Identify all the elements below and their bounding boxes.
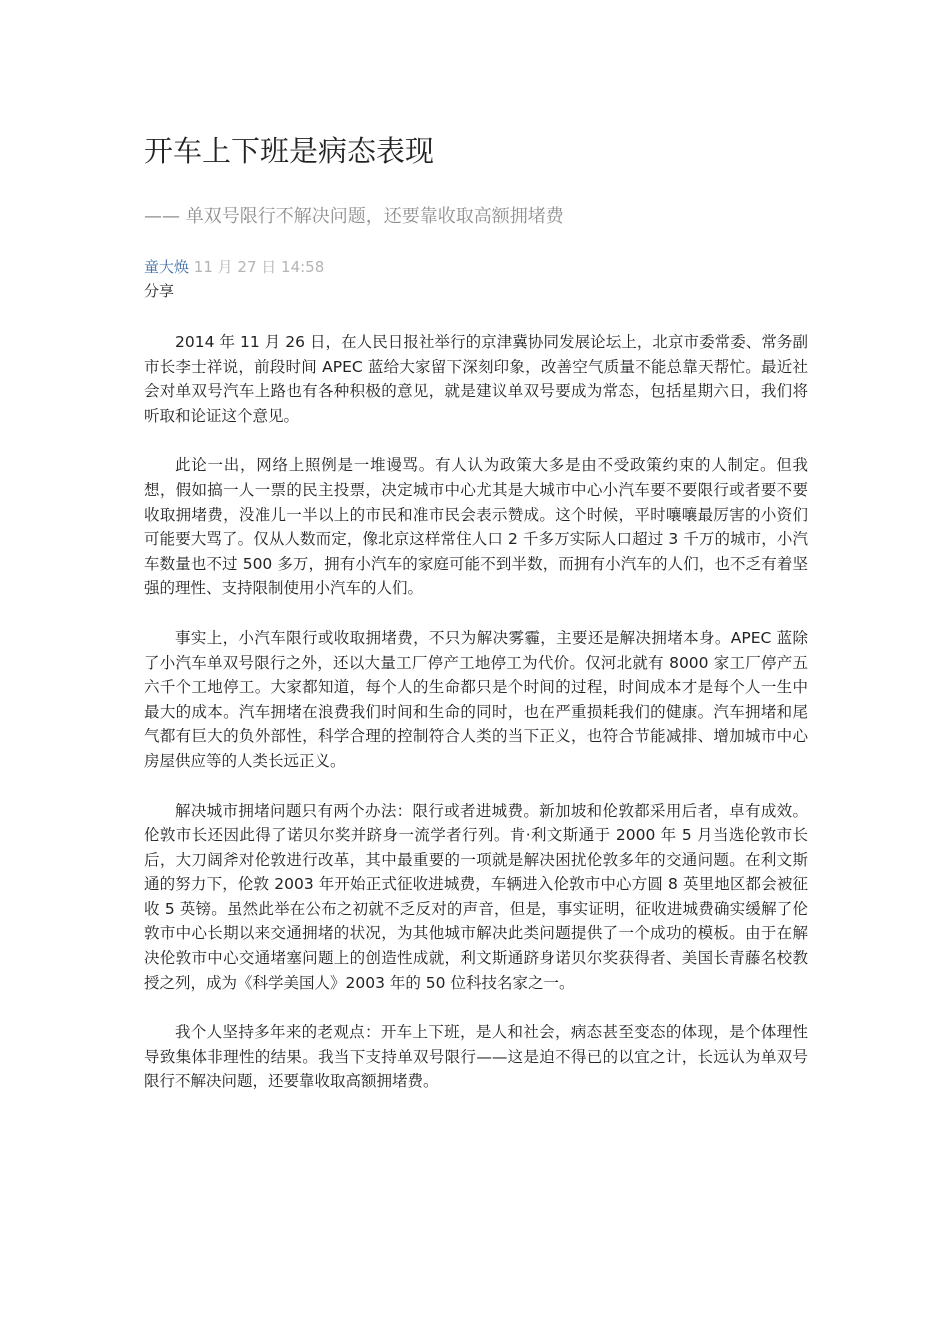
paragraph: 解决城市拥堵问题只有两个办法：限行或者进城费。新加坡和伦敦都采用后者，卓有成效。伦敦市长还因此得了诺贝尔奖并跻身一流学者行列。肯·利文斯通于 2000 年 5 月当选伦敦市长后，大刀阔斧对伦敦进行改革，其中最重要的一项就是解决困扰伦敦多年的交通问题。在利文斯通的努力下，伦敦 2003 年开始正式征收进城费，车辆进入伦敦市中心方圆 8 英里地区都会被征收 5 英镑。虽然此举在公布之初就不乏反对的声音，但是，事实证明，征收进城费确实缓解了伦敦市中心长期以来交通拥堵的状况，为其他城市解决此类问题提供了一个成功的模板。由于在解决伦敦市中心交通堵塞问题上的创造性成就，利文斯通跻身诺贝尔奖获得者、美国长青藤名校教授之列，成为《科学美国人》2003 年的 50 位科技名家之一。 bbox=[144, 801, 808, 992]
paragraph: 2014 年 11 月 26 日，在人民日报社举行的京津冀协同发展论坛上，北京市委常委、常务副市长李士祥说，前段时间 APEC 蓝给大家留下深刻印象，改善空气质量不能总靠天帮忙。最近社会对单双号汽车上路也有各种积极的意见，就是建议单双号要成为常态，包括星期六日，我们将听取和论证这个意见。 bbox=[144, 333, 808, 425]
article-body bbox=[144, 330, 808, 1094]
publish-datetime: 11 月 27 日 14:58 bbox=[193, 258, 325, 276]
author-link[interactable]: 童大焕 bbox=[144, 258, 190, 276]
article-meta bbox=[144, 256, 808, 278]
article-title: 开车上下班是病态表现 bbox=[144, 134, 435, 168]
paragraph: 此论一出，网络上照例是一堆谩骂。有人认为政策大多是由不受政策约束的人制定。但我想，假如搞一人一票的民主投票，决定城市中心尤其是大城市中心小汽车要不要限行或者要不要收取拥堵费，没准儿一半以上的市民和准市民会表示赞成。这个时候，平时嚷嚷最厉害的小资们可能要大骂了。仅从人数而定，像北京这样常住人口 2 千多万实际人口超过 3 千万的城市，小汽车数量也不过 500 多万，拥有小汽车的家庭可能不到半数，而拥有小汽车的人们，也不乏有着坚强的理性、支持限制使用小汽车的人们。 bbox=[144, 456, 808, 598]
article-subtitle: —— 单双号限行不解决问题，还要靠收取高额拥堵费 bbox=[144, 206, 564, 227]
article bbox=[144, 128, 808, 1119]
paragraph: 事实上，小汽车限行或收取拥堵费，不只为解决雾霾，主要还是解决拥堵本身。APEC 蓝除了小汽车单双号限行之外，还以大量工厂停产工地停工为代价。仅河北就有 8000 家工厂停产五六千个工地停工。大家都知道，每个人的生命都只是个时间的过程，时间成本才是每个人一生中最大的成本。汽车拥堵在浪费我们时间和生命的同时，也在严重损耗我们的健康。汽车拥堵和尾气都有巨大的负外部性，科学合理的控制符合人类的当下正义，也符合节能减排、增加城市中心房屋供应等的人类长远正义。 bbox=[144, 628, 808, 770]
share-link[interactable]: 分享 bbox=[144, 282, 175, 300]
paragraph: 我个人坚持多年来的老观点：开车上下班，是人和社会，病态甚至变态的体现，是个体理性导致集体非理性的结果。我当下支持单双号限行——这是迫不得已的以宜之计，长远认为单双号限行不解决问题，还要靠收取高额拥堵费。 bbox=[144, 1023, 808, 1091]
